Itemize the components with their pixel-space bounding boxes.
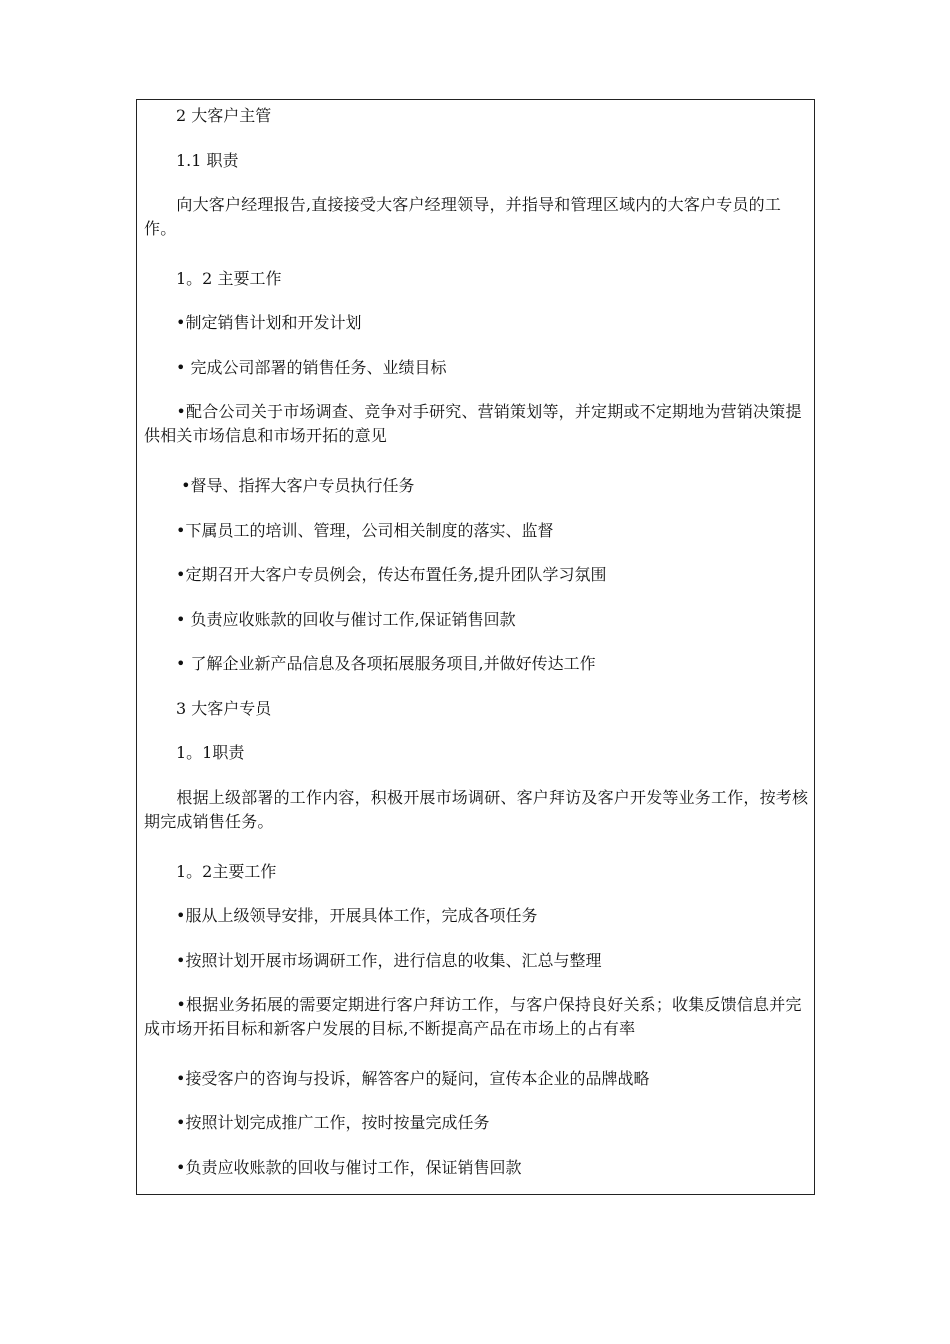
list-item: •按照计划开展市场调研工作，进行信息的收集、汇总与整理: [144, 951, 602, 970]
subheading-duties: 1。1职责: [144, 743, 245, 762]
section-heading-account-specialist: 3 大客户专员: [144, 699, 272, 718]
list-item: •接受客户的咨询与投诉，解答客户的疑问，宣传本企业的品牌战略: [144, 1069, 650, 1088]
list-item: •督导、指挥大客户专员执行任务: [144, 476, 415, 495]
list-item: •服从上级领导安排，开展具体工作，完成各项任务: [144, 906, 538, 925]
list-item: •按照计划完成推广工作，按时按量完成任务: [144, 1113, 490, 1132]
list-item: •制定销售计划和开发计划: [144, 313, 362, 332]
list-item: • 了解企业新产品信息及各项拓展服务项目,并做好传达工作: [144, 654, 596, 673]
list-item: • 负责应收账款的回收与催讨工作,保证销售回款: [144, 610, 516, 629]
subheading-duties: 1.1 职责: [144, 151, 239, 170]
duties-paragraph: 根据上级部署的工作内容，积极开展市场调研、客户拜访及客户开发等业务工作，按考核期完成销售任务。: [144, 788, 809, 831]
duties-paragraph: 向大客户经理报告,直接接受大客户经理领导，并指导和管理区域内的大客户专员的工作。: [144, 195, 782, 238]
list-item: •负责应收账款的回收与催讨工作，保证销售回款: [144, 1158, 522, 1177]
subheading-main-work: 1。2主要工作: [144, 862, 277, 881]
list-item: • 完成公司部署的销售任务、业绩目标: [144, 358, 447, 377]
list-item: •定期召开大客户专员例会，传达布置任务,提升团队学习氛围: [144, 565, 607, 584]
section-heading-account-supervisor: 2 大客户主管: [144, 106, 272, 125]
list-item: •配合公司关于市场调查、竞争对手研究、营销策划等，并定期或不定期地为营销决策提供相关市场信息和市场开拓的意见: [144, 402, 802, 445]
subheading-main-work: 1。2 主要工作: [144, 269, 282, 288]
list-item: •根据业务拓展的需要定期进行客户拜访工作，与客户保持良好关系；收集反馈信息并完成市场开拓目标和新客户发展的目标,不断提高产品在市场上的占有率: [144, 995, 802, 1038]
list-item: •下属员工的培训、管理，公司相关制度的落实、监督: [144, 521, 554, 540]
